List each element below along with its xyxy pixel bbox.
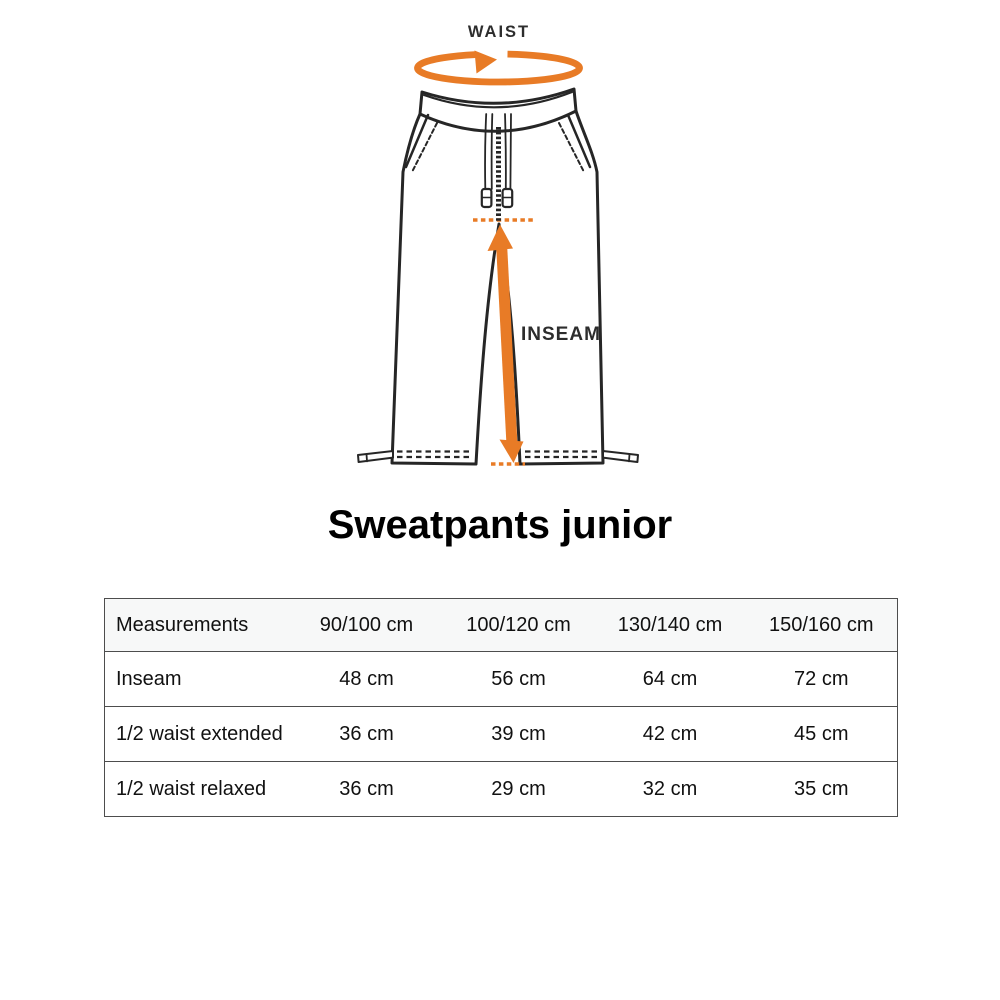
cell-value: 48 cm	[339, 667, 394, 690]
cell-value: 45 cm	[794, 722, 849, 745]
size-table	[104, 598, 898, 817]
cell-value: 36 cm	[339, 722, 394, 745]
inseam-measure-label: INSEAM	[521, 324, 601, 345]
cell-value: 35 cm	[794, 777, 849, 800]
waist-measure-label: WAIST	[467, 23, 531, 41]
cell-value: 56 cm	[491, 667, 546, 690]
waist-arrow-icon	[418, 51, 580, 83]
column-header-measurements: Measurements	[116, 613, 249, 636]
cell-value: 72 cm	[794, 667, 849, 690]
column-header-size-3: 130/140 cm	[617, 613, 723, 636]
row-label: 1/2 waist extended	[116, 722, 283, 745]
cell-value: 64 cm	[642, 667, 698, 690]
column-header-size-4: 150/160 cm	[768, 613, 874, 636]
row-label: 1/2 waist relaxed	[116, 777, 267, 800]
table-row-half-waist-extended	[105, 707, 898, 762]
size-table-header-row	[105, 599, 898, 652]
page-title: Sweatpants junior	[327, 503, 673, 547]
cell-value: 29 cm	[491, 777, 546, 800]
cell-value: 42 cm	[642, 722, 698, 745]
table-row-inseam	[105, 652, 898, 707]
cell-value: 39 cm	[491, 722, 546, 745]
column-header-size-2: 100/120 cm	[466, 613, 571, 636]
table-row-half-waist-relaxed	[105, 762, 898, 817]
cell-value: 32 cm	[642, 777, 698, 800]
cell-value: 36 cm	[339, 777, 394, 800]
column-header-size-1: 90/100 cm	[319, 613, 414, 636]
row-label: Inseam	[116, 667, 182, 690]
